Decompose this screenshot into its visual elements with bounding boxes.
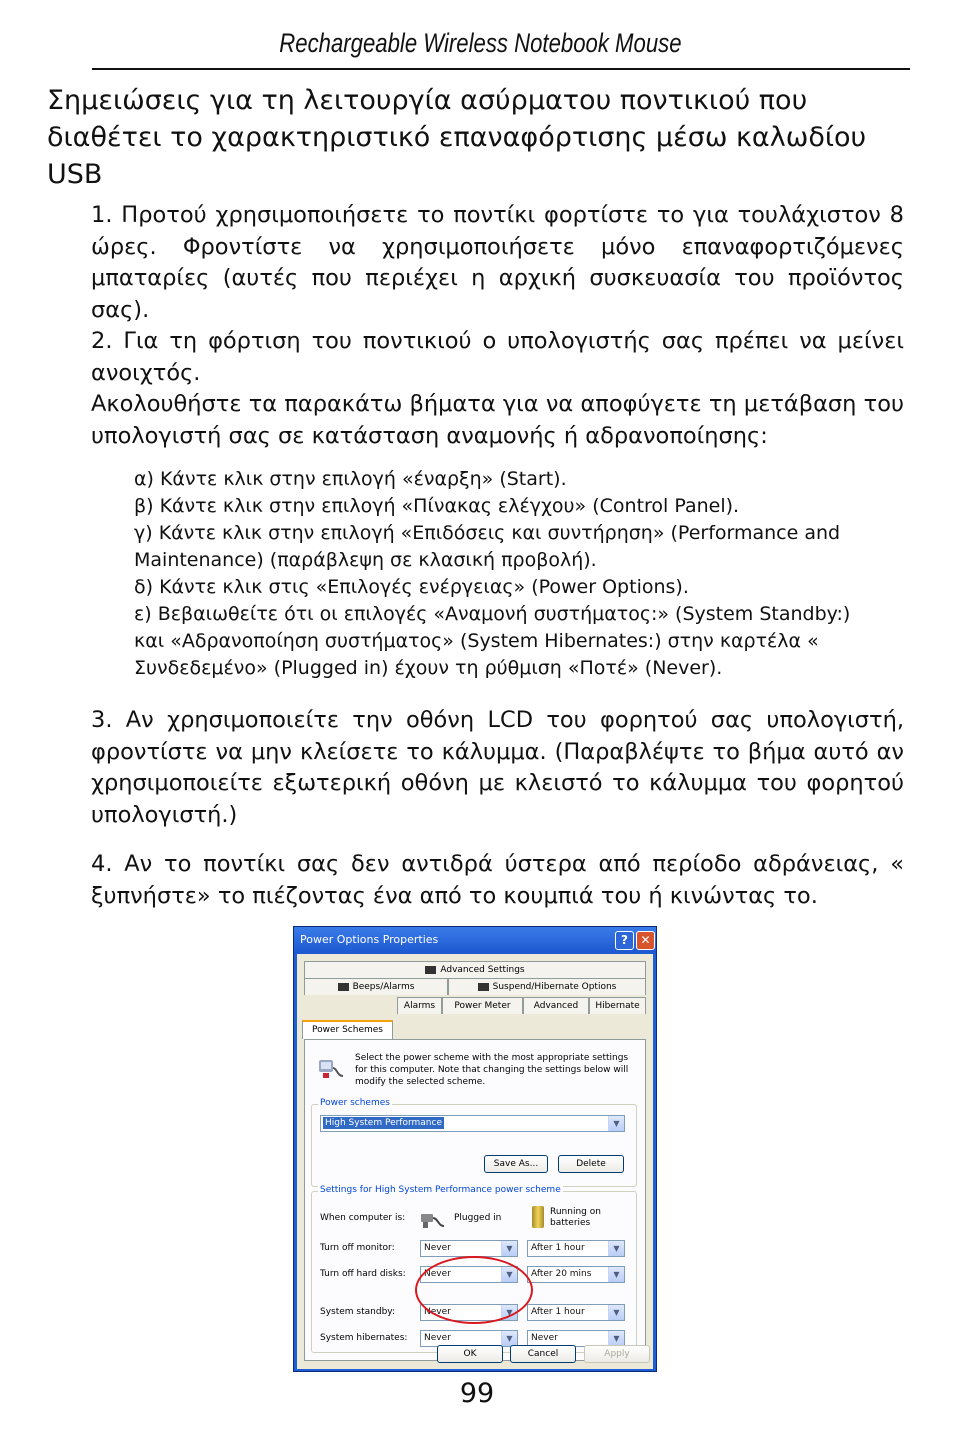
scheme-description: Select the power scheme with the most appropriate settings for this computer. Note that changing the settings below will modify the selected scheme. xyxy=(355,1053,629,1087)
ok-button[interactable]: OK xyxy=(437,1345,503,1363)
hibernates-battery-select[interactable]: Never ▼ xyxy=(527,1330,625,1347)
settings-label: Settings for High System Performance power scheme xyxy=(320,1185,561,1195)
hibernates-label: System hibernates: xyxy=(320,1333,408,1343)
chevron-down-icon: ▼ xyxy=(608,1116,624,1131)
running-header xyxy=(92,28,910,70)
monitor-icon xyxy=(338,983,349,991)
cancel-button[interactable]: Cancel xyxy=(510,1345,576,1363)
header-title: Rechargeable Wireless Notebook Mouse xyxy=(279,28,682,58)
power-schemes-label: Power schemes xyxy=(320,1098,390,1108)
plugged-in-label: Plugged in xyxy=(454,1213,502,1223)
chevron-down-icon: ▼ xyxy=(608,1305,624,1320)
hard-disks-battery-select[interactable]: After 20 mins ▼ xyxy=(527,1266,625,1283)
save-as-button[interactable]: Save As... xyxy=(484,1155,548,1173)
tab-suspend-hibernate[interactable]: Suspend/Hibernate Options xyxy=(448,978,646,995)
monitor-battery-select[interactable]: After 1 hour ▼ xyxy=(527,1240,625,1257)
hibernates-plugged-select[interactable]: Never ▼ xyxy=(420,1330,518,1347)
page-number: 99 xyxy=(459,1378,495,1409)
dialog-titlebar xyxy=(294,927,656,954)
step-e-cont2: Συνδεδεμένο» (Plugged in) έχουν τη ρύθμιση «Ποτέ» (Never). xyxy=(134,657,723,679)
when-label: When computer is: xyxy=(320,1213,406,1223)
tab-hibernate[interactable]: Hibernate xyxy=(589,997,646,1014)
power-schemes-group xyxy=(311,1098,637,1187)
paragraph-1: 1. Προτού χρησιμοποιήσετε το ποντίκι φορτίστε το για τουλάχιστον 8 ώρες. Φροντίστε να χρησιμοποιήσετε μόνο επαναφορτιζόμενες μπαταρίες (αυτές που περιέχει η αρχική συσκευασία του προϊόντος σας). xyxy=(91,202,904,323)
standby-plugged-select[interactable]: Never ▼ xyxy=(420,1304,518,1321)
step-e: ε) Βεβαιωθείτε ότι οι επιλογές «Αναμονή συστήματος:» (System Standby:) xyxy=(134,603,851,625)
apply-button[interactable]: Apply xyxy=(584,1345,650,1363)
monitor-label: Turn off monitor: xyxy=(320,1243,395,1253)
power-plug-icon xyxy=(317,1056,345,1080)
monitor-icon xyxy=(478,983,489,991)
dialog-title: Power Options Properties xyxy=(300,933,439,946)
chevron-down-icon: ▼ xyxy=(608,1267,624,1282)
monitor-plugged-select[interactable]: Never ▼ xyxy=(420,1240,518,1257)
step-a: α) Κάντε κλικ στην επιλογή «έναρξη» (Start). xyxy=(134,468,567,490)
delete-button[interactable]: Delete xyxy=(558,1155,624,1173)
paragraph-4: 4. Αν το ποντίκι σας δεν αντιδρά ύστερα από περίοδο αδράνειας, « ξυπνήστε» το πιέζοντας ένα από το κουμπιά του ή κινώντας το. xyxy=(91,851,904,909)
steps-list xyxy=(134,466,904,682)
chevron-down-icon: ▼ xyxy=(608,1241,624,1256)
monitor-icon xyxy=(425,966,436,974)
tab-alarms[interactable]: Alarms xyxy=(397,997,442,1014)
tab-power-meter[interactable]: Power Meter xyxy=(442,997,523,1014)
close-button[interactable]: ✕ xyxy=(636,931,655,950)
paragraph-3: 3. Αν χρησιμοποιείτε την οθόνη LCD του φορητού σας υπολογιστή, φροντίστε να μην κλείσετε το κάλυμμα. (Παραβλέψτε το βήμα αυτό αν χρησιμοποιείτε εξωτερική οθόνη με κλειστό το κάλυμμα του φορητού υπολογιστή.) xyxy=(91,707,904,828)
step-c: γ) Κάντε κλικ στην επιλογή «Επιδόσεις και συντήρηση» (Performance and xyxy=(134,522,841,544)
standby-battery-select[interactable]: After 1 hour ▼ xyxy=(527,1304,625,1321)
help-button[interactable]: ? xyxy=(615,931,634,950)
on-batteries-label: Running on batteries xyxy=(550,1207,601,1228)
standby-label: System standby: xyxy=(320,1307,395,1317)
tab-advanced[interactable]: Advanced xyxy=(523,997,589,1014)
paragraph-2b: Ακολουθήστε τα παρακάτω βήματα για να αποφύγετε τη μετάβαση του υπολογιστή σας σε κατάσταση αναμονής ή αδρανοποίησης: xyxy=(91,391,904,449)
tab-advanced-settings[interactable]: Advanced Settings xyxy=(304,961,646,978)
highlight-circle xyxy=(415,1256,533,1324)
tab-power-schemes[interactable]: Power Schemes xyxy=(302,1020,393,1039)
chevron-down-icon: ▼ xyxy=(501,1305,517,1320)
chevron-down-icon: ▼ xyxy=(608,1331,624,1346)
hard-disks-label: Turn off hard disks: xyxy=(320,1269,406,1279)
chevron-down-icon: ▼ xyxy=(501,1331,517,1346)
scheme-select[interactable]: High System Performance ▼ xyxy=(320,1115,625,1132)
chevron-down-icon: ▼ xyxy=(501,1267,517,1282)
paragraph-2: 2. Για τη φόρτιση του ποντικιού ο υπολογιστής σας πρέπει να μείνει ανοιχτός. xyxy=(91,328,904,386)
step-d: δ) Κάντε κλικ στις «Επιλογές ενέργειας» (Power Options). xyxy=(134,576,689,598)
step-b: β) Κάντε κλικ στην επιλογή «Πίνακας ελέγχου» (Control Panel). xyxy=(134,495,740,517)
hard-disks-plugged-select[interactable]: Never ▼ xyxy=(420,1266,518,1283)
chevron-down-icon: ▼ xyxy=(501,1241,517,1256)
tab-beeps-alarms[interactable]: Beeps/Alarms xyxy=(304,978,448,995)
section-title: Σημειώσεις για τη λειτουργία ασύρματου ποντικιού που διαθέτει το χαρακτηριστικό επαναφόρτισης μέσω καλωδίου USB xyxy=(47,85,867,190)
battery-icon xyxy=(532,1206,544,1228)
step-c-cont: Maintenance) (παράβλεψη σε κλασική προβολή). xyxy=(134,549,597,571)
plug-icon xyxy=(420,1208,446,1230)
step-e-cont: και «Αδρανοποίηση συστήματος» (System Hibernates:) στην καρτέλα « xyxy=(134,630,819,652)
